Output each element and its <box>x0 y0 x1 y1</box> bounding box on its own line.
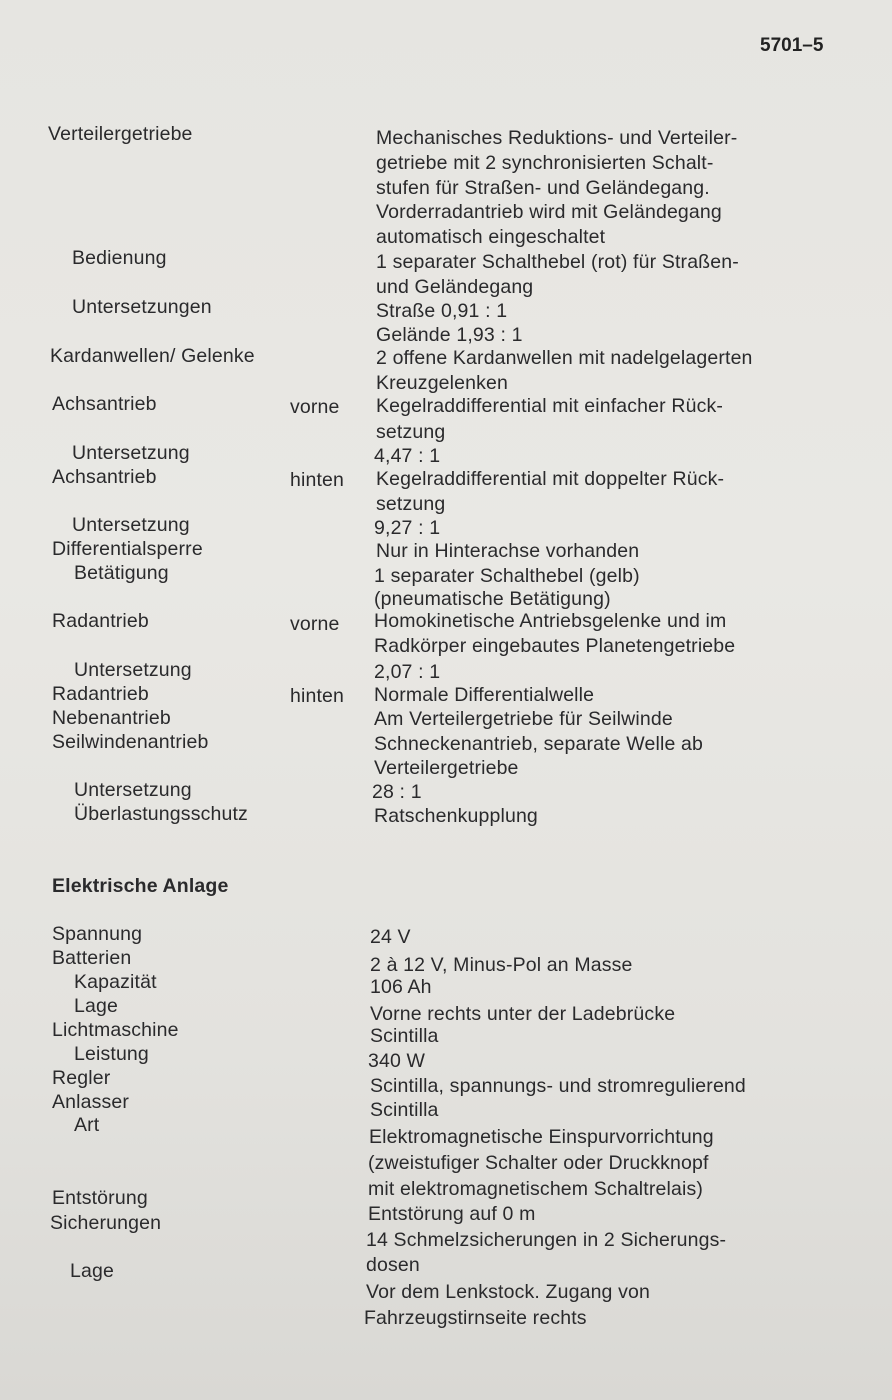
spec-label-ueberlastungsschutz: Überlastungsschutz <box>74 803 248 825</box>
spec-value-line: Scintilla <box>370 1099 439 1121</box>
spec-label-untersetzung: Untersetzung <box>74 659 192 681</box>
page-number: 5701–5 <box>760 35 824 56</box>
spec-qualifier: hinten <box>290 469 345 491</box>
spec-label-untersetzung: Untersetzung <box>74 779 192 801</box>
spec-label-lichtmaschine: Lichtmaschine <box>52 1019 179 1041</box>
spec-value-line: automatisch eingeschaltet <box>376 226 606 248</box>
spec-value-line: Fahrzeugstirnseite rechts <box>364 1307 587 1329</box>
spec-value-line: Straße 0,91 : 1 <box>376 300 508 322</box>
spec-value-line: 28 : 1 <box>372 781 422 803</box>
spec-label-spannung: Spannung <box>52 923 143 945</box>
spec-value-line: stufen für Straßen- und Geländegang. <box>376 177 710 199</box>
spec-value-line: Kegelraddifferential mit einfacher Rück- <box>376 395 724 417</box>
spec-value-line: Ratschenkupplung <box>374 805 538 827</box>
spec-value-line: Radkörper eingebautes Planetengetriebe <box>374 635 736 657</box>
spec-value-line: dosen <box>366 1254 420 1276</box>
spec-value-line: 24 V <box>370 926 411 948</box>
spec-value-line: Scintilla <box>370 1025 439 1047</box>
spec-label-achsantrieb: Achsantrieb <box>52 393 157 415</box>
spec-label-untersetzungen: Untersetzungen <box>72 296 212 318</box>
spec-value-line: 4,47 : 1 <box>374 445 441 467</box>
spec-value-line: Schneckenantrieb, separate Welle ab <box>374 733 704 755</box>
spec-label-achsantrieb: Achsantrieb <box>52 466 157 488</box>
spec-label-untersetzung: Untersetzung <box>72 514 190 536</box>
spec-value-line: 2 offene Kardanwellen mit nadelgelagerten <box>376 347 753 369</box>
spec-label-untersetzung: Untersetzung <box>72 442 190 464</box>
spec-label-anlasser: Anlasser <box>52 1091 130 1113</box>
spec-value-line: Normale Differentialwelle <box>374 684 595 706</box>
spec-value-line: Homokinetische Antriebsgelenke und im <box>374 610 727 632</box>
spec-qualifier: vorne <box>290 396 340 418</box>
spec-value-line: Vorderradantrieb wird mit Geländegang <box>376 201 722 223</box>
spec-label-kardanwellen: Kardanwellen/ Gelenke <box>50 345 255 367</box>
spec-label-bedienung: Bedienung <box>72 247 167 269</box>
spec-label-regler: Regler <box>52 1067 111 1089</box>
spec-value-line: Entstörung auf 0 m <box>368 1203 536 1225</box>
spec-label-leistung: Leistung <box>74 1043 149 1065</box>
spec-value-line: (zweistufiger Schalter oder Druckknopf <box>368 1152 709 1174</box>
spec-value-line: Nur in Hinterachse vorhanden <box>376 540 640 562</box>
spec-value-line: Am Verteilergetriebe für Seilwinde <box>374 708 673 730</box>
spec-value-line: Kreuzgelenken <box>376 372 509 394</box>
spec-label-seilwindenantrieb: Seilwindenantrieb <box>52 731 209 753</box>
spec-value-line: Mechanisches Reduktions- und Verteiler- <box>376 127 738 149</box>
spec-value-line: Verteilergetriebe <box>374 757 519 779</box>
spec-label-lage: Lage <box>74 995 118 1017</box>
spec-value-line: Kegelraddifferential mit doppelter Rück- <box>376 468 725 490</box>
section-heading: Elektrische Anlage <box>52 875 229 897</box>
spec-value-line: 14 Schmelzsicherungen in 2 Sicherungs- <box>366 1229 727 1251</box>
spec-value-line: 9,27 : 1 <box>374 517 441 539</box>
spec-label-batterien: Batterien <box>52 947 132 969</box>
spec-label-entstoerung: Entstörung <box>52 1187 148 1209</box>
spec-qualifier: hinten <box>290 685 345 707</box>
spec-label-kapazitaet: Kapazität <box>74 971 157 993</box>
spec-value-line: setzung <box>376 421 446 443</box>
spec-value-line: 1 separater Schalthebel (gelb) <box>374 565 640 587</box>
spec-label-betaetigung: Betätigung <box>74 562 169 584</box>
spec-label-sicherungen: Sicherungen <box>50 1212 162 1234</box>
spec-label-differentialsperre: Differentialsperre <box>52 538 203 560</box>
spec-label-lage: Lage <box>70 1260 114 1282</box>
spec-value-line: mit elektromagnetischem Schaltrelais) <box>368 1178 704 1200</box>
spec-value-line: 340 W <box>368 1050 426 1072</box>
spec-value-line: 106 Ah <box>370 976 432 998</box>
spec-value-line: getriebe mit 2 synchronisierten Schalt- <box>376 152 714 174</box>
spec-value-line: 2,07 : 1 <box>374 661 441 683</box>
spec-value-line: Gelände 1,93 : 1 <box>376 324 523 346</box>
spec-value-line: Scintilla, spannungs- und stromregulierend <box>370 1075 746 1097</box>
spec-value-line: 2 à 12 V, Minus-Pol an Masse <box>370 954 633 976</box>
spec-label-nebenantrieb: Nebenantrieb <box>52 707 171 729</box>
spec-value-line: Vorne rechts unter der Ladebrücke <box>370 1003 676 1025</box>
spec-label-radantrieb: Radantrieb <box>52 610 149 632</box>
spec-value-line: und Geländegang <box>376 276 534 298</box>
spec-qualifier: vorne <box>290 613 340 635</box>
spec-label-verteilergetriebe: Verteilergetriebe <box>48 123 193 145</box>
spec-value-line: Elektromagnetische Einspurvorrichtung <box>369 1126 714 1148</box>
spec-value-line: Vor dem Lenkstock. Zugang von <box>366 1281 651 1303</box>
spec-label-radantrieb: Radantrieb <box>52 683 149 705</box>
spec-value-line: (pneumatische Betätigung) <box>374 588 611 610</box>
spec-value-line: setzung <box>376 493 446 515</box>
spec-value-line: 1 separater Schalthebel (rot) für Straßen- <box>376 251 739 273</box>
spec-label-art: Art <box>74 1114 100 1136</box>
